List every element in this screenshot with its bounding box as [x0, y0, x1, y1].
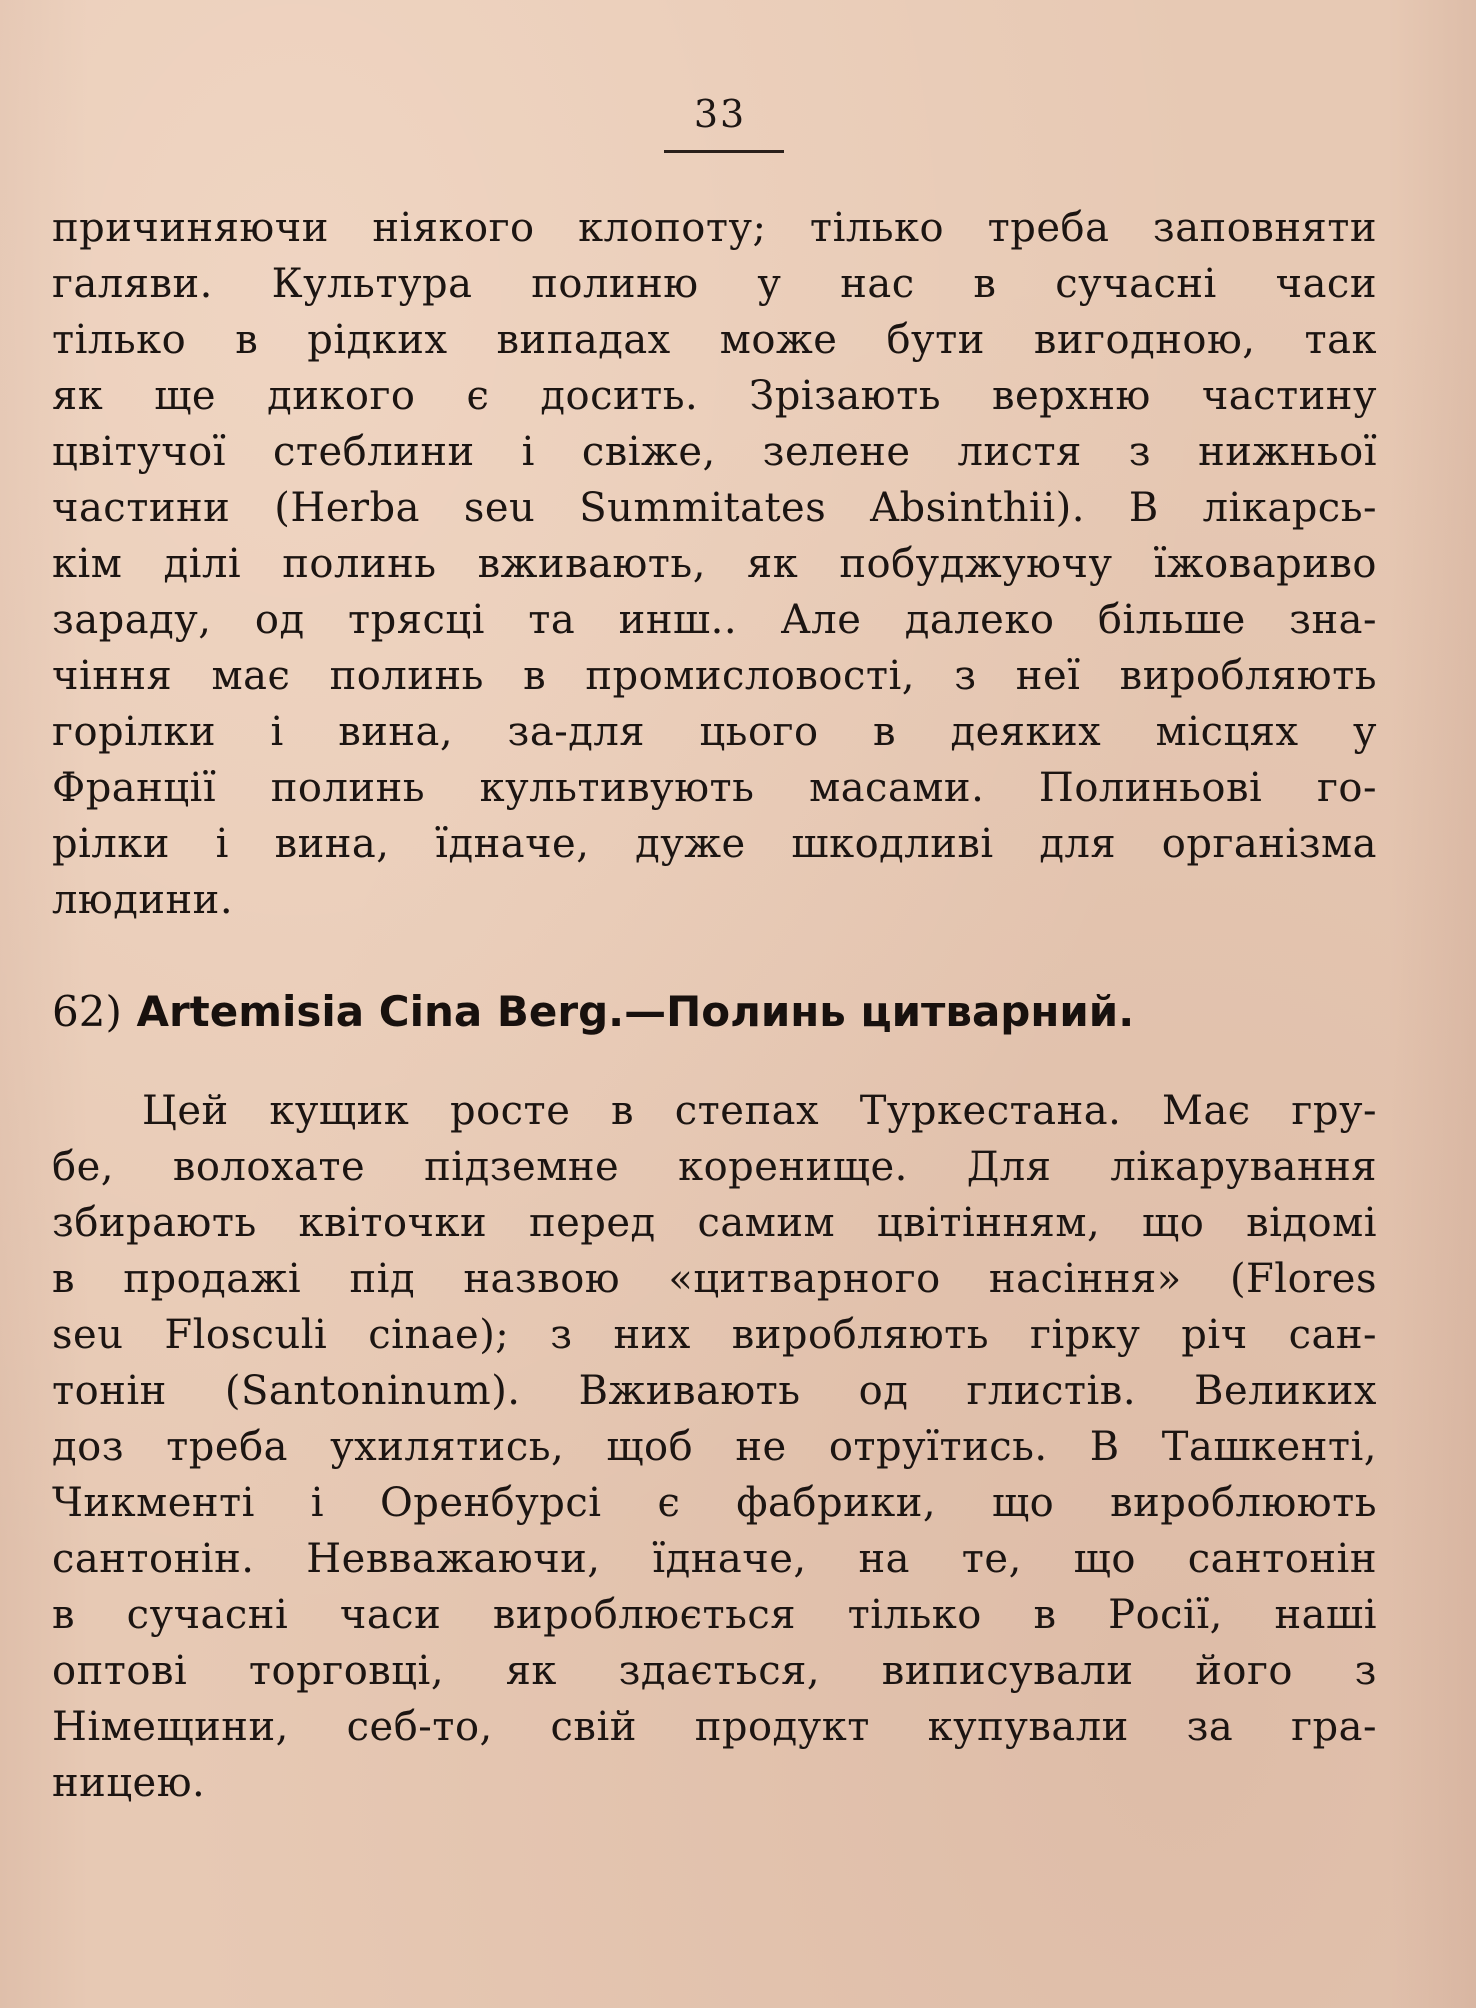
text-line: як ще дикого є досить. Зрізають верхню частину — [52, 373, 1377, 419]
text-line: в продажі під назвою «цитварного насіння» (Flores — [52, 1256, 1377, 1302]
page-number: 33 — [693, 92, 747, 136]
text-line: seu Flosculi cinae); з них виробляють гірку річ сан- — [52, 1312, 1377, 1358]
text-line: горілки і вина, за-для цього в деяких місцях у — [52, 709, 1377, 755]
text-line: Чикменті і Оренбурсі є фабрики, що вироблюють — [52, 1480, 1377, 1526]
text-line: частини (Herba seu Summitates Absinthii). В лікарсь- — [52, 485, 1377, 531]
text-line: кім ділі полинь вживають, як побуджуючу їжовариво — [52, 541, 1377, 587]
text-line: галяви. Культура полиню у нас в сучасні часи — [52, 261, 1377, 307]
text-line: цвітучої стеблини і свіже, зелене листя з нижньої — [52, 429, 1377, 475]
text-line: тілько в рідких випадах може бути вигодною, так — [52, 317, 1377, 363]
text-line: зараду, од трясці та инш.. Але далеко більше зна- — [52, 597, 1377, 643]
paragraph-absinthium-continued — [52, 200, 1377, 928]
text-line: тонін (Santoninum). Вживають од глистів. Великих — [52, 1368, 1377, 1414]
text-line: доз треба ухилятись, щоб не отруїтись. В Ташкенті, — [52, 1424, 1377, 1470]
text-line: в сучасні часи вироблюється тілько в Росії, наші — [52, 1592, 1377, 1638]
text-line: бе, волохате підземне коренище. Для лікарування — [52, 1144, 1377, 1190]
text-line: рілки і вина, їдначе, дуже шкодливі для організма — [52, 821, 1377, 867]
section-title: Artemisia Cina Berg.—Полинь цитварний. — [136, 987, 1135, 1036]
paragraph-artemisia-cina — [52, 1083, 1377, 1811]
text-line: ницею. — [52, 1760, 206, 1806]
text-line: сантонін. Невважаючи, їдначе, на те, що сантонін — [52, 1536, 1377, 1582]
text-line: збирають квіточки перед самим цвітінням, що відомі — [52, 1200, 1377, 1246]
text-line: Німещини, себ-то, свій продукт купували за гра- — [52, 1704, 1377, 1750]
text-line: людини. — [52, 877, 234, 923]
text-line: чіння має полинь в промисловості, з неї виробляють — [52, 653, 1377, 699]
text-line: Цей кущик росте в степах Туркестана. Має гру- — [142, 1088, 1377, 1134]
section-number: 62) — [52, 987, 122, 1036]
text-line: Франції полинь культивують масами. Полиньові го- — [52, 765, 1377, 811]
section-heading — [52, 982, 1382, 1042]
text-line: причиняючи ніякого клопоту; тілько треба заповняти — [52, 205, 1377, 251]
page-number-rule — [664, 150, 784, 153]
text-line: оптові торговці, як здається, виписували його з — [52, 1648, 1377, 1694]
